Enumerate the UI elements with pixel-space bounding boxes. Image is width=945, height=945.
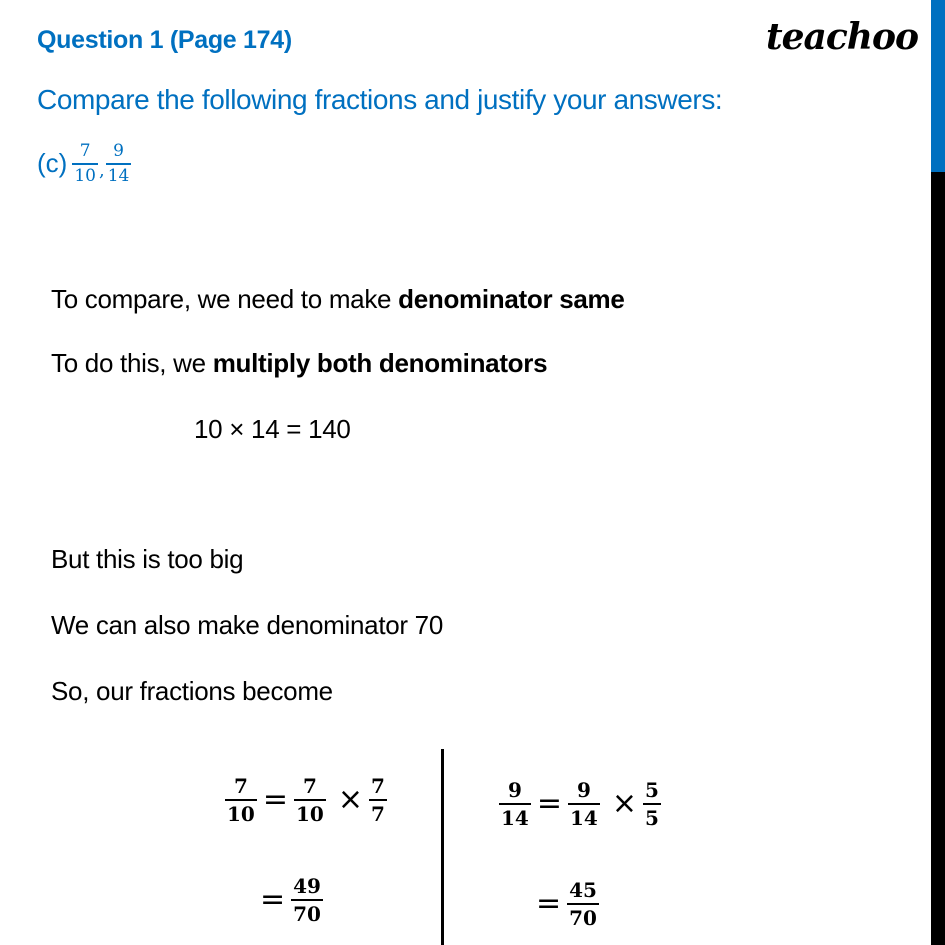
- fraction-bar: [499, 803, 531, 805]
- question-text: Compare the following fractions and justify your answers:: [37, 84, 723, 115]
- fraction: [568, 780, 600, 828]
- fraction-bar: [106, 163, 132, 165]
- denominator: 5: [644, 805, 659, 830]
- numerator: 5: [644, 778, 659, 802]
- numerator: 9: [507, 778, 522, 802]
- fraction-9-14: [106, 143, 132, 185]
- question-part: [37, 143, 131, 185]
- denominator: 10: [295, 801, 324, 826]
- numerator: 7: [370, 774, 385, 798]
- fraction: [567, 880, 599, 928]
- fraction-bar: [294, 799, 326, 801]
- fraction: [294, 776, 326, 824]
- denominator: 14: [107, 165, 130, 186]
- teachoo-logo: teachoo: [766, 16, 918, 58]
- fraction-bar: [291, 899, 323, 901]
- comma-separator: ,: [98, 160, 105, 182]
- fraction-bar: [643, 803, 661, 805]
- scrollbar-thumb[interactable]: [931, 0, 945, 172]
- numerator: 9: [113, 141, 124, 161]
- fraction-bar: [369, 799, 387, 801]
- equals-sign: =: [536, 886, 562, 922]
- fraction-7-10: [72, 143, 98, 185]
- solution-line-1: [51, 284, 625, 315]
- line-text: To compare, we need to make: [51, 284, 399, 314]
- fraction-bar: [225, 799, 257, 801]
- fraction: [225, 776, 257, 824]
- line-bold-text: multiply both denominators: [212, 348, 548, 378]
- times-sign: ×: [611, 786, 637, 822]
- denominator: 14: [501, 805, 529, 830]
- scrollbar-track[interactable]: [931, 172, 945, 945]
- fraction: [291, 876, 323, 924]
- equals-sign: =: [260, 882, 286, 918]
- fraction-bar: [72, 163, 98, 165]
- line-text: To do this, we: [51, 348, 213, 378]
- fraction-bar: [568, 803, 600, 805]
- numerator: 7: [302, 774, 317, 798]
- solution-line-5: We can also make denominator 70: [51, 610, 443, 640]
- numerator: 7: [79, 141, 91, 161]
- part-label: (c): [37, 148, 68, 179]
- right-result: [530, 880, 599, 928]
- denominator: 7: [370, 801, 385, 826]
- equals-sign: =: [536, 786, 562, 822]
- equals-sign: =: [262, 782, 288, 818]
- numerator: 7: [233, 774, 248, 798]
- numerator: 49: [293, 874, 321, 898]
- solution-line-4: But this is too big: [51, 544, 244, 574]
- denominator: 70: [293, 901, 321, 926]
- denominator: 70: [569, 905, 597, 930]
- left-equation: [225, 776, 387, 824]
- fraction: [643, 780, 661, 828]
- fraction-bar: [567, 903, 599, 905]
- denominator: 14: [569, 805, 598, 830]
- denominator: 10: [227, 801, 255, 826]
- numerator: 45: [569, 878, 597, 902]
- times-sign: ×: [337, 782, 363, 818]
- question-title: Question 1 (Page 174): [37, 26, 292, 54]
- left-result: [254, 876, 323, 924]
- fraction: [499, 780, 531, 828]
- fraction: [369, 776, 387, 824]
- solution-line-6: So, our fractions become: [51, 676, 333, 706]
- denominator: 10: [74, 165, 96, 186]
- line-bold-text: denominator same: [398, 284, 625, 314]
- solution-line-2: [51, 348, 547, 379]
- numerator: 9: [576, 778, 591, 802]
- right-equation: [499, 780, 661, 828]
- vertical-divider: [441, 749, 444, 945]
- solution-line-3: 10 × 14 = 140: [194, 414, 351, 444]
